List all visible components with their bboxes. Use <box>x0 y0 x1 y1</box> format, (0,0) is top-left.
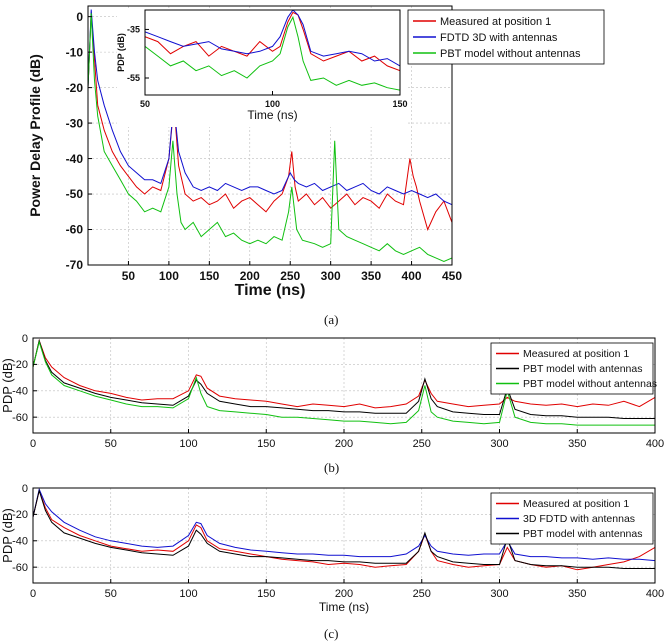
x-axis-label: Time (ns) <box>318 600 370 614</box>
y-tick-label: 0 <box>76 9 83 24</box>
x-tick-label: 150 <box>257 438 276 450</box>
y-tick-label: -20 <box>12 359 28 372</box>
x-tick-label: 0 <box>29 438 37 450</box>
x-tick-label: 250 <box>412 588 431 600</box>
legend <box>491 493 653 544</box>
y-tick-label: -60 <box>12 412 28 425</box>
y-tick-label: -40 <box>65 151 83 166</box>
y-tick-label: -60 <box>65 222 83 237</box>
x-tick-label: 150 <box>392 99 408 109</box>
y-tick-label: -50 <box>65 187 83 202</box>
x-tick-label: 150 <box>257 588 276 600</box>
legend-entry: 3D FDTD with antennas <box>523 513 636 526</box>
y-tick-label: -55 <box>126 73 140 84</box>
x-tick-label: 200 <box>334 438 354 450</box>
x-tick-label: 350 <box>361 269 382 283</box>
y-tick-label: -70 <box>65 258 83 273</box>
x-tick-label: 250 <box>280 269 301 283</box>
x-tick-label: 300 <box>490 588 509 600</box>
x-axis-label: Time (ns) <box>234 282 306 299</box>
x-tick-label: 200 <box>334 588 354 600</box>
x-tick-label: 100 <box>179 438 198 450</box>
x-tick-label: 250 <box>412 438 431 450</box>
y-tick-label: 0 <box>21 332 28 345</box>
x-tick-label: 450 <box>441 269 463 283</box>
legend-entry: Measured at position 1 <box>440 15 552 28</box>
x-tick-label: 400 <box>645 588 665 600</box>
legend-entry: PBT model with antennas <box>523 363 643 376</box>
y-tick-label: -20 <box>65 80 83 95</box>
x-tick-label: 350 <box>568 588 587 600</box>
x-tick-label: 150 <box>199 269 220 283</box>
x-tick-label: 200 <box>239 269 260 283</box>
caption-b: (b) <box>324 460 340 475</box>
x-tick-label: 50 <box>104 588 117 600</box>
y-tick-label: -35 <box>126 24 140 35</box>
y-tick-label: -20 <box>12 509 28 522</box>
y-axis-label: PDP (dB) <box>116 33 126 72</box>
y-tick-label: 0 <box>21 482 28 495</box>
x-tick-label: 100 <box>264 99 281 109</box>
x-tick-label: 50 <box>121 269 136 283</box>
legend-entry: PBT model without antennas <box>440 47 581 60</box>
y-tick-label: -60 <box>12 562 28 575</box>
legend-entry: Measured at position 1 <box>523 348 630 361</box>
x-axis-label: Time (ns) <box>247 108 298 122</box>
x-tick-label: 400 <box>645 438 665 450</box>
legend <box>491 343 657 394</box>
x-tick-label: 50 <box>104 438 117 450</box>
legend-entry: PBT model without antennas <box>523 378 658 391</box>
y-axis-label: PDP (dB) <box>0 358 15 413</box>
x-tick-label: 350 <box>568 438 587 450</box>
x-tick-label: 300 <box>320 269 341 283</box>
x-tick-label: 100 <box>179 588 198 600</box>
legend-entry: PBT model with antennas <box>523 528 643 541</box>
y-tick-label: -10 <box>65 45 83 60</box>
x-tick-label: 100 <box>158 269 179 283</box>
y-tick-label: -40 <box>12 385 28 398</box>
x-tick-label: 0 <box>29 588 37 600</box>
legend <box>408 10 604 64</box>
y-axis-label: PDP (dB) <box>0 508 15 563</box>
plot-area <box>145 10 400 95</box>
y-tick-label: -30 <box>65 116 83 131</box>
x-tick-label: 400 <box>401 269 422 283</box>
caption-a: (a) <box>324 312 339 327</box>
caption-c: (c) <box>324 626 339 641</box>
y-axis-label: Power Delay Profile (dB) <box>27 54 43 217</box>
legend-entry: FDTD 3D with antennas <box>440 31 558 44</box>
y-tick-label: -40 <box>12 535 28 548</box>
x-tick-label: 50 <box>139 99 151 109</box>
legend-entry: Measured at position 1 <box>523 498 630 511</box>
x-tick-label: 300 <box>490 438 509 450</box>
